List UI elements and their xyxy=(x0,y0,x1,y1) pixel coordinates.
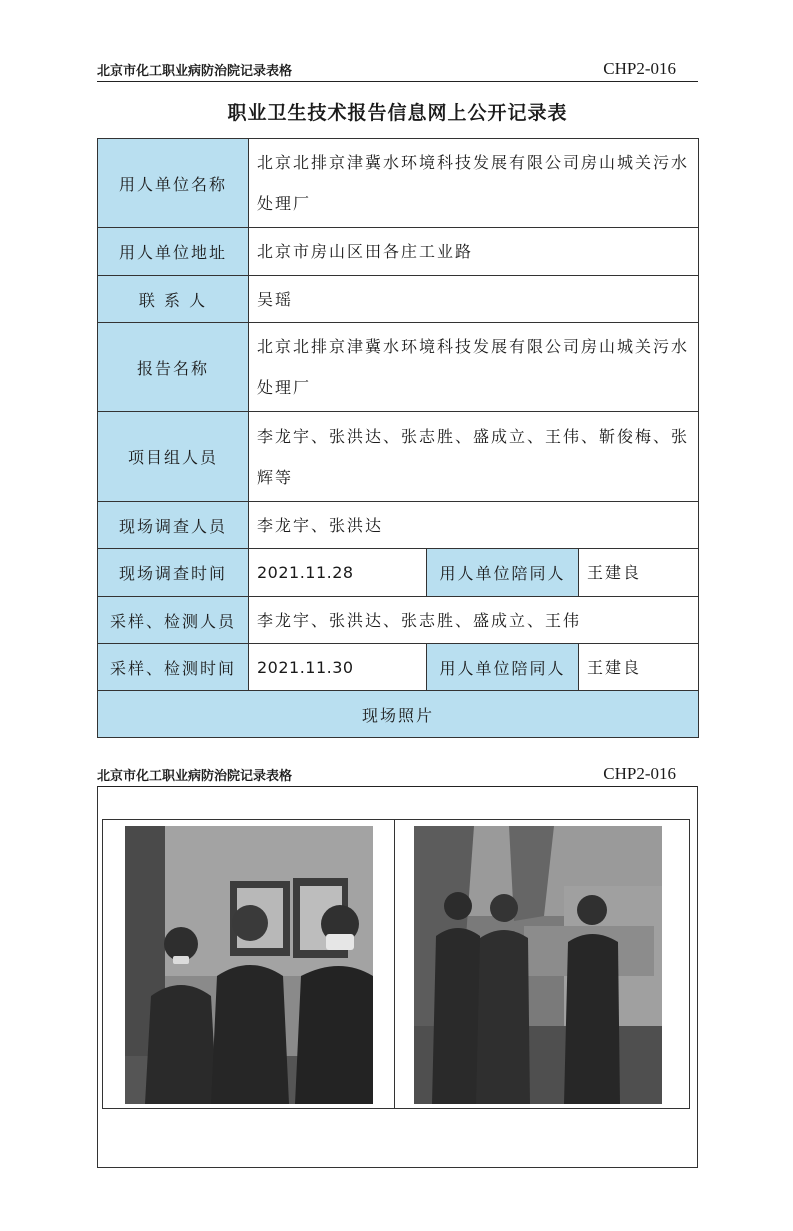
employer-name-label: 用人单位名称 xyxy=(98,139,249,228)
record-table xyxy=(97,138,699,738)
site-photo-outdoor xyxy=(414,826,662,1104)
employer-name-value: 北京北排京津冀水环境科技发展有限公司房山城关污水处理厂 xyxy=(249,139,699,228)
site-photo-indoor-image xyxy=(125,826,373,1104)
row-team xyxy=(98,412,699,502)
contact-label: 联 系 人 xyxy=(98,276,249,323)
sampling-companion-label: 用人单位陪同人 xyxy=(427,644,579,691)
row-contact xyxy=(98,276,699,323)
header-rule xyxy=(97,81,698,82)
contact-value: 吴瑶 xyxy=(249,276,699,323)
sampling-time-label: 采样、检测时间 xyxy=(98,644,249,691)
org-name-2: 北京市化工职业病防治院记录表格 xyxy=(97,769,293,784)
survey-staff-label: 现场调查人员 xyxy=(98,502,249,549)
survey-time-label: 现场调查时间 xyxy=(98,549,249,597)
sampling-companion-value: 王建良 xyxy=(579,644,699,691)
sampling-time-value: 2021.11.30 xyxy=(249,644,427,691)
page-header-2 xyxy=(97,763,698,787)
report-name-label: 报告名称 xyxy=(98,323,249,412)
employer-address-label: 用人单位地址 xyxy=(98,228,249,276)
survey-staff-value: 李龙宇、张洪达 xyxy=(249,502,699,549)
row-sampling-staff xyxy=(98,597,699,644)
photos-grid xyxy=(102,819,690,1109)
page-header xyxy=(97,58,698,82)
report-name-value: 北京北排京津冀水环境科技发展有限公司房山城关污水处理厂 xyxy=(249,323,699,412)
row-survey-time xyxy=(98,549,699,597)
survey-companion-value: 王建良 xyxy=(579,549,699,597)
site-photo-indoor xyxy=(125,826,373,1104)
team-label: 项目组人员 xyxy=(98,412,249,502)
row-employer-name xyxy=(98,139,699,228)
form-code: CHP2-016 xyxy=(603,59,676,78)
survey-companion-label: 用人单位陪同人 xyxy=(427,549,579,597)
photos-section xyxy=(97,786,698,1168)
photo-cell-left xyxy=(103,820,395,1108)
org-name: 北京市化工职业病防治院记录表格 xyxy=(97,64,293,79)
photo-cell-right xyxy=(395,820,689,1108)
form-code-2: CHP2-016 xyxy=(603,764,676,783)
row-sampling-time xyxy=(98,644,699,691)
photos-label: 现场照片 xyxy=(98,691,699,738)
team-value: 李龙宇、张洪达、张志胜、盛成立、王伟、靳俊梅、张辉等 xyxy=(249,412,699,502)
employer-address-value: 北京市房山区田各庄工业路 xyxy=(249,228,699,276)
page-title: 职业卫生技术报告信息网上公开记录表 xyxy=(227,102,568,124)
row-employer-address xyxy=(98,228,699,276)
row-survey-staff xyxy=(98,502,699,549)
sampling-staff-value: 李龙宇、张洪达、张志胜、盛成立、王伟 xyxy=(249,597,699,644)
survey-time-value: 2021.11.28 xyxy=(249,549,427,597)
site-photo-outdoor-image xyxy=(414,826,662,1104)
row-report-name xyxy=(98,323,699,412)
sampling-staff-label: 采样、检测人员 xyxy=(98,597,249,644)
row-photos-header xyxy=(98,691,699,738)
